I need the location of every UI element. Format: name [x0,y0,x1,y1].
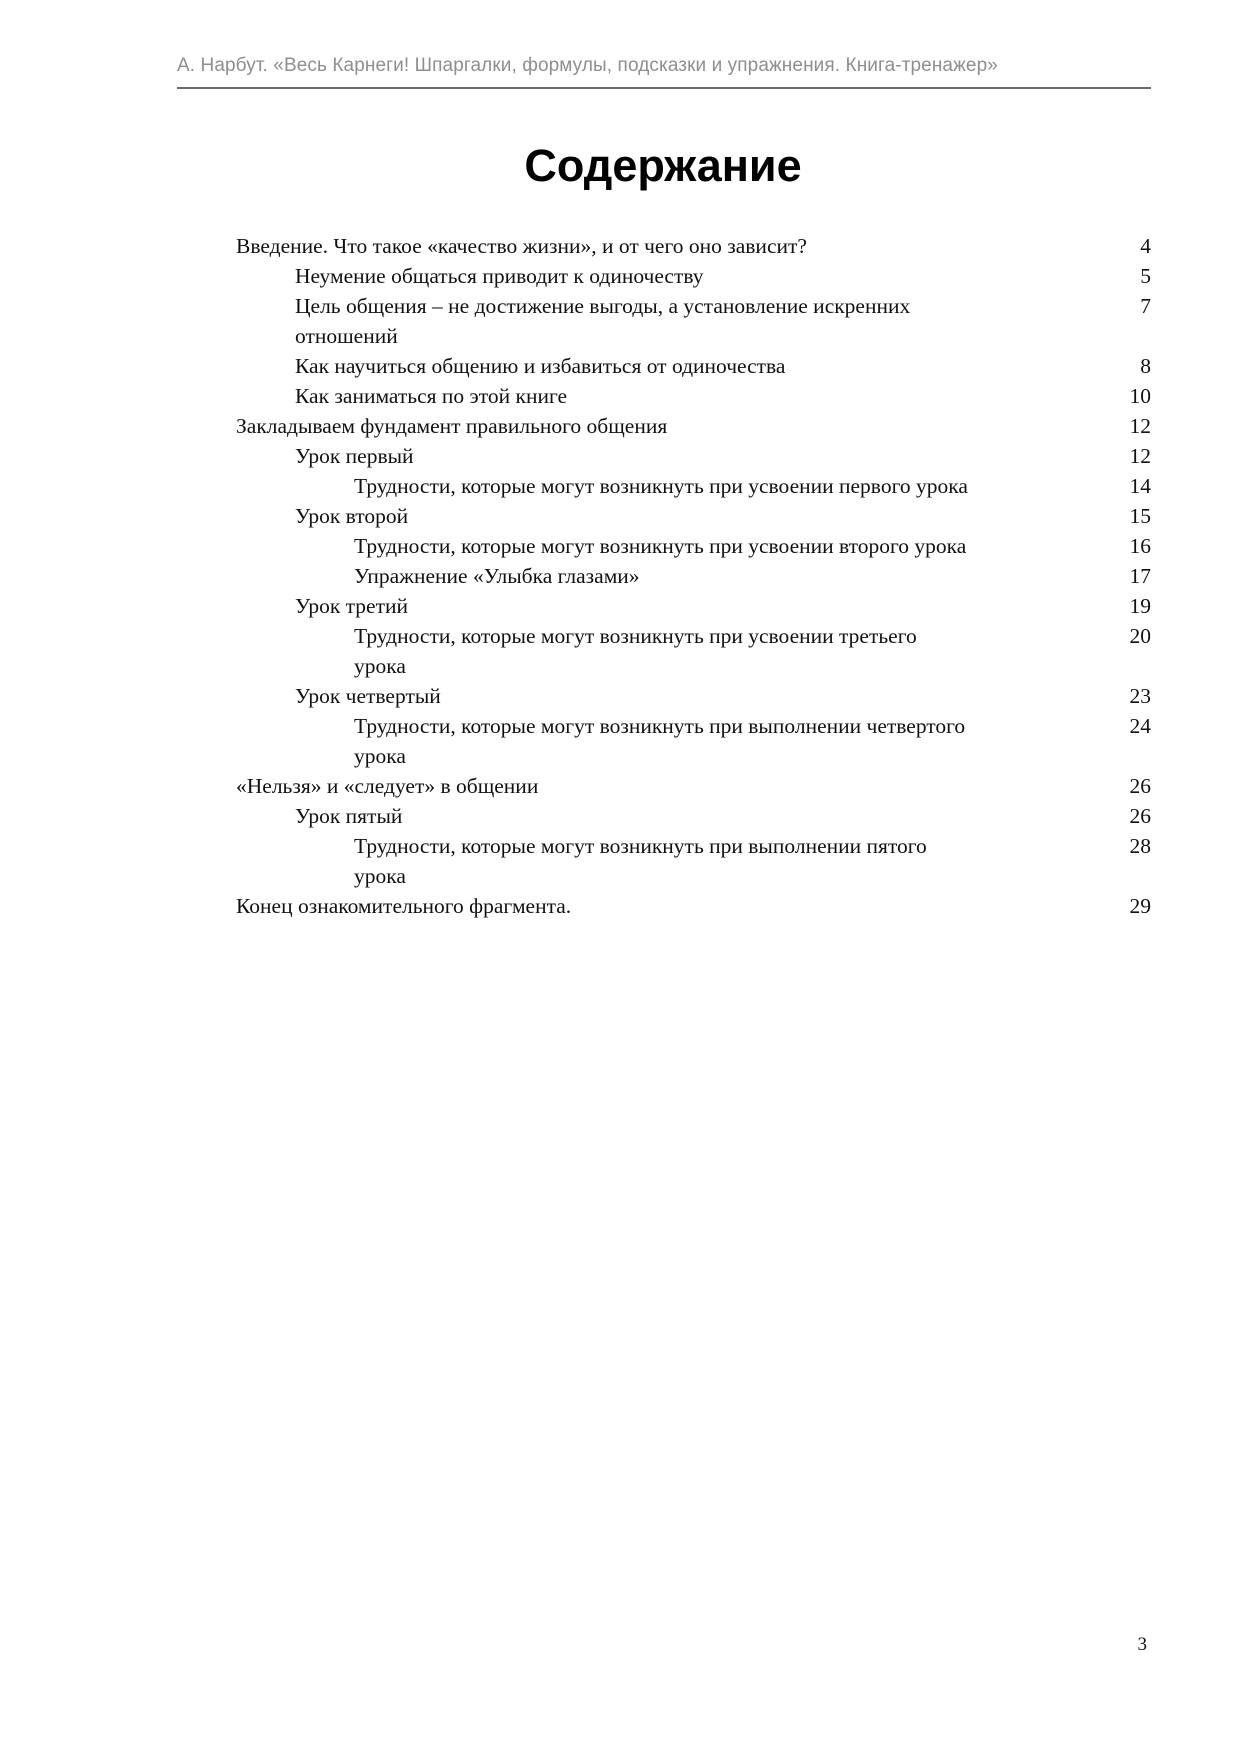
header-divider [177,87,1151,89]
toc-entry-title: Закладываем фундамент правильного общения [236,414,668,438]
toc-entry-title: Трудности, которые могут возникнуть при выполнении пятого урока [354,834,927,888]
toc-entry-title: Как научиться общению и избавиться от одиночества [295,354,786,378]
toc-entry-title: Введение. Что такое «качество жизни», и от чего оно зависит? [236,234,807,258]
toc-entry[interactable] [236,591,1151,621]
toc-entry[interactable] [236,621,1151,681]
toc-entry[interactable] [236,711,1151,771]
toc-entry-page: 7 [1140,294,1151,318]
toc-entry-page: 12 [1129,444,1151,468]
toc-entry-page: 5 [1140,264,1151,288]
toc-entry-page: 15 [1129,504,1151,528]
toc-entry[interactable] [236,291,1151,351]
table-of-contents [236,231,1151,921]
toc-entry[interactable] [236,501,1151,531]
toc-entry[interactable] [236,681,1151,711]
toc-entry[interactable] [236,801,1151,831]
toc-entry[interactable] [236,441,1151,471]
toc-entry-title: Трудности, которые могут возникнуть при выполнении четвертого урока [354,714,966,768]
toc-entry[interactable] [236,411,1151,441]
toc-entry-title: Урок третий [295,594,409,618]
toc-entry-page: 24 [1129,714,1151,738]
toc-entry-page: 26 [1129,774,1151,798]
toc-entry-page: 4 [1140,234,1151,258]
toc-entry-page: 14 [1129,474,1151,498]
running-header: А. Нарбут. «Весь Карнеги! Шпаргалки, формулы, подсказки и упражнения. Книга-тренажер» [177,55,998,76]
toc-entry-title: Трудности, которые могут возникнуть при усвоении первого урока [354,474,968,498]
toc-entry-title: Урок пятый [295,804,403,828]
toc-entry[interactable] [236,381,1151,411]
toc-entry[interactable] [236,831,1151,891]
toc-entry-page: 16 [1129,534,1151,558]
toc-entry-page: 23 [1129,684,1151,708]
toc-entry-page: 26 [1129,804,1151,828]
toc-entry-title: Конец ознакомительного фрагмента. [236,894,572,918]
toc-entry[interactable] [236,891,1151,921]
toc-entry[interactable] [236,471,1151,501]
toc-entry-page: 12 [1129,414,1151,438]
page-number: 3 [1137,1634,1147,1655]
toc-entry[interactable] [236,531,1151,561]
toc-entry[interactable] [236,261,1151,291]
toc-entry-title: Трудности, которые могут возникнуть при усвоении третьего урока [354,624,917,678]
toc-entry[interactable] [236,561,1151,591]
toc-entry-title: Неумение общаться приводит к одиночеству [295,264,704,288]
toc-entry-title: Цель общения – не достижение выгоды, а установление искренних отношений [295,294,911,348]
toc-entry-page: 20 [1129,624,1151,648]
toc-entry-page: 28 [1129,834,1151,858]
toc-entry-page: 17 [1129,564,1151,588]
toc-entry-title: Урок первый [295,444,414,468]
toc-entry-title: Как заниматься по этой книге [295,384,568,408]
toc-entry-title: Урок второй [295,504,409,528]
toc-entry-title: Упражнение «Улыбка глазами» [354,564,640,588]
toc-entry[interactable] [236,351,1151,381]
toc-entry-title: «Нельзя» и «следует» в общении [236,774,539,798]
toc-entry-page: 19 [1129,594,1151,618]
toc-entry-title: Урок четвертый [295,684,441,708]
toc-entry-page: 8 [1140,354,1151,378]
toc-entry-title: Трудности, которые могут возникнуть при усвоении второго урока [354,534,967,558]
toc-entry[interactable] [236,771,1151,801]
toc-entry-page: 10 [1129,384,1151,408]
toc-entry-page: 29 [1129,894,1151,918]
toc-entry[interactable] [236,231,1151,261]
page-title: Содержание [524,140,802,191]
